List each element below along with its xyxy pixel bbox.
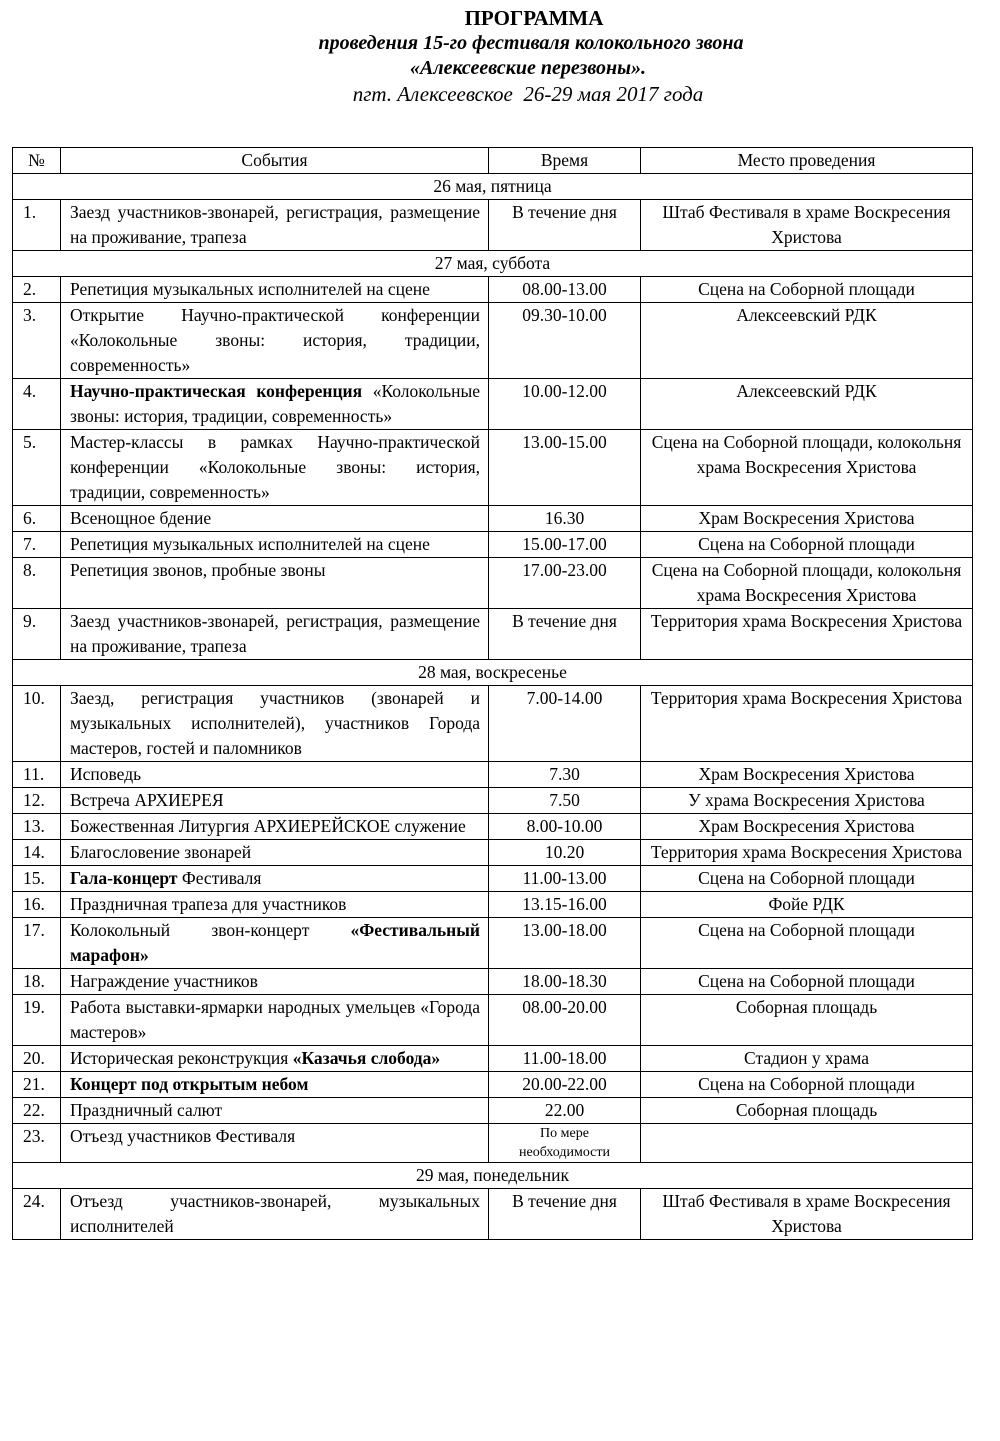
table-row (13, 1124, 973, 1163)
row-event (61, 788, 489, 814)
document-title: ПРОГРАММА (464, 6, 604, 30)
row-place: Стадион у храма (641, 1046, 973, 1072)
event-text: Отъезд участников Фестиваля (70, 1126, 296, 1146)
row-time: 10.00-12.00 (489, 379, 641, 430)
row-time: 7.00-14.00 (489, 686, 641, 762)
row-number: 24. (13, 1189, 61, 1240)
event-text: Мастер-классы в рамках Научно-практической конференции «Колокольные звоны: история, традиции, современность» (70, 432, 480, 502)
event-text: Историческая реконструкция (70, 1048, 293, 1068)
event-text: «Колокольные звоны: история, традиции, современность» (70, 381, 480, 426)
day-header-row (13, 1163, 973, 1189)
event-text: Открытие Научно-практической конференции «Колокольные звоны: история, традиции, современность» (70, 305, 480, 375)
row-time: 22.00 (489, 1098, 641, 1124)
row-event (61, 840, 489, 866)
row-event (61, 892, 489, 918)
row-place: Соборная площадь (641, 995, 973, 1046)
event-text: Встреча АРХИЕРЕЯ (70, 790, 224, 810)
row-number: 7. (13, 532, 61, 558)
row-event (61, 1098, 489, 1124)
row-number: 4. (13, 379, 61, 430)
event-text: Заезд участников-звонарей, регистрация, размещение на проживание, трапеза (70, 202, 480, 247)
table-row (13, 277, 973, 303)
place-and-date: пгт. Алексеевское 26-29 мая 2017 года (352, 82, 704, 106)
table-row (13, 788, 973, 814)
event-text: Награждение участников (70, 971, 258, 991)
event-bold-prefix: Гала-концерт (70, 868, 178, 888)
row-time: 09.30-10.00 (489, 303, 641, 379)
row-number: 12. (13, 788, 61, 814)
day-header-row (13, 251, 973, 277)
row-time: 11.00-18.00 (489, 1046, 641, 1072)
row-place: Алексеевский РДК (641, 303, 973, 379)
row-event (61, 995, 489, 1046)
event-bold-prefix: Концерт под открытым небом (70, 1074, 309, 1094)
event-text: Заезд участников-звонарей, регистрация, размещение на проживание, трапеза (70, 611, 480, 656)
row-event (61, 969, 489, 995)
column-header-place: Место проведения (641, 148, 973, 174)
row-event (61, 609, 489, 660)
program-table (12, 147, 973, 1240)
row-event (61, 1124, 489, 1163)
day-header-row (13, 660, 973, 686)
row-number: 15. (13, 866, 61, 892)
table-row (13, 558, 973, 609)
table-row (13, 430, 973, 506)
column-header-time: Время (489, 148, 641, 174)
row-time: В течение дня (489, 1189, 641, 1240)
day-header-row (13, 174, 973, 200)
table-row (13, 1098, 973, 1124)
table-body (13, 174, 973, 1240)
row-event (61, 1189, 489, 1240)
row-number: 11. (13, 762, 61, 788)
row-event (61, 814, 489, 840)
column-header-number: № (13, 148, 61, 174)
row-time: 13.15-16.00 (489, 892, 641, 918)
table-row (13, 609, 973, 660)
event-text: Праздничная трапеза для участников (70, 894, 347, 914)
table-row (13, 303, 973, 379)
row-event (61, 277, 489, 303)
event-text: Исповедь (70, 764, 142, 784)
day-label: 27 мая, суббота (13, 251, 973, 277)
row-number: 21. (13, 1072, 61, 1098)
table-header-row (13, 148, 973, 174)
event-bold-suffix: «Казачья слобода» (292, 1048, 441, 1068)
row-place: Территория храма Воскресения Христова (641, 686, 973, 762)
row-event (61, 762, 489, 788)
event-bold-suffix: «Фестивальный марафон» (70, 920, 480, 965)
table-row (13, 1189, 973, 1240)
row-number: 9. (13, 609, 61, 660)
column-header-events: События (61, 148, 489, 174)
event-text: Заезд, регистрация участников (звонарей и музыкальных исполнителей), участников Города мастеров, гостей и паломников (70, 688, 480, 758)
row-number: 19. (13, 995, 61, 1046)
row-time: 18.00-18.30 (489, 969, 641, 995)
table-row (13, 200, 973, 251)
row-number: 5. (13, 430, 61, 506)
event-bold-prefix: Научно-практическая конференция (70, 381, 363, 401)
row-event (61, 532, 489, 558)
row-event (61, 866, 489, 892)
row-number: 23. (13, 1124, 61, 1163)
event-text: Репетиция звонов, пробные звоны (70, 560, 326, 580)
row-time: 15.00-17.00 (489, 532, 641, 558)
row-time: В течение дня (489, 609, 641, 660)
row-place: Сцена на Соборной площади (641, 277, 973, 303)
row-place: Храм Воскресения Христова (641, 762, 973, 788)
row-place: Территория храма Воскресения Христова (641, 840, 973, 866)
table-row (13, 918, 973, 969)
row-time: 7.30 (489, 762, 641, 788)
row-event (61, 1072, 489, 1098)
event-text: Божественная Литургия АРХИЕРЕЙСКОЕ служение (70, 816, 466, 836)
table-row (13, 1072, 973, 1098)
event-text: Благословение звонарей (70, 842, 252, 862)
row-time: В течение дня (489, 200, 641, 251)
table-row (13, 762, 973, 788)
row-time: 11.00-13.00 (489, 866, 641, 892)
event-text: Репетиция музыкальных исполнителей на сцене (70, 534, 430, 554)
row-time: 16.30 (489, 506, 641, 532)
row-time: 13.00-15.00 (489, 430, 641, 506)
document-header (0, 6, 1000, 108)
table-row (13, 995, 973, 1046)
table-row (13, 1046, 973, 1072)
row-number: 17. (13, 918, 61, 969)
event-text: Репетиция музыкальных исполнителей на сцене (70, 279, 430, 299)
row-number: 16. (13, 892, 61, 918)
row-time: По мере необходимости (489, 1124, 641, 1163)
table-row (13, 379, 973, 430)
event-text: Работа выставки-ярмарки народных умельцев «Города мастеров» (70, 997, 480, 1042)
row-place: Фойе РДК (641, 892, 973, 918)
row-time: 13.00-18.00 (489, 918, 641, 969)
row-number: 18. (13, 969, 61, 995)
row-place: У храма Воскресения Христова (641, 788, 973, 814)
event-text: Колокольный звон-концерт (70, 920, 351, 940)
row-event (61, 379, 489, 430)
row-number: 6. (13, 506, 61, 532)
row-number: 22. (13, 1098, 61, 1124)
row-time: 08.00-20.00 (489, 995, 641, 1046)
row-place: Сцена на Соборной площади (641, 532, 973, 558)
row-place: Штаб Фестиваля в храме Воскресения Христова (641, 200, 973, 251)
row-place: Сцена на Соборной площади (641, 969, 973, 995)
row-place: Сцена на Соборной площади, колокольня храма Воскресения Христова (641, 430, 973, 506)
row-time: 08.00-13.00 (489, 277, 641, 303)
event-text: Всенощное бдение (70, 508, 212, 528)
festival-name: «Алексеевские перезвоны». (410, 57, 646, 79)
row-time: 20.00-22.00 (489, 1072, 641, 1098)
row-number: 13. (13, 814, 61, 840)
row-number: 10. (13, 686, 61, 762)
row-time: 7.50 (489, 788, 641, 814)
table-row (13, 814, 973, 840)
row-time: 10.20 (489, 840, 641, 866)
row-place: Храм Воскресения Христова (641, 506, 973, 532)
row-event (61, 686, 489, 762)
row-place: Храм Воскресения Христова (641, 814, 973, 840)
row-time: 8.00-10.00 (489, 814, 641, 840)
row-event (61, 430, 489, 506)
row-place (641, 1124, 973, 1163)
row-event (61, 918, 489, 969)
row-event (61, 200, 489, 251)
row-place: Территория храма Воскресения Христова (641, 609, 973, 660)
row-place: Сцена на Соборной площади (641, 866, 973, 892)
row-number: 8. (13, 558, 61, 609)
row-place: Соборная площадь (641, 1098, 973, 1124)
row-number: 20. (13, 1046, 61, 1072)
day-label: 28 мая, воскресенье (13, 660, 973, 686)
row-number: 2. (13, 277, 61, 303)
row-place: Сцена на Соборной площади, колокольня храма Воскресения Христова (641, 558, 973, 609)
row-event (61, 558, 489, 609)
row-place: Штаб Фестиваля в храме Воскресения Христова (641, 1189, 973, 1240)
table-row (13, 506, 973, 532)
table-row (13, 866, 973, 892)
table-row (13, 532, 973, 558)
day-label: 26 мая, пятница (13, 174, 973, 200)
row-number: 1. (13, 200, 61, 251)
row-event (61, 303, 489, 379)
table-row (13, 686, 973, 762)
row-event (61, 1046, 489, 1072)
row-event (61, 506, 489, 532)
table-row (13, 969, 973, 995)
document-subtitle: проведения 15-го фестиваля колокольного звона (318, 32, 744, 54)
day-label: 29 мая, понедельник (13, 1163, 973, 1189)
row-place: Сцена на Соборной площади (641, 918, 973, 969)
table-row (13, 840, 973, 866)
event-text: Праздничный салют (70, 1100, 223, 1120)
row-place: Сцена на Соборной площади (641, 1072, 973, 1098)
row-number: 14. (13, 840, 61, 866)
row-number: 3. (13, 303, 61, 379)
event-text: Фестиваля (181, 868, 262, 888)
table-row (13, 892, 973, 918)
row-place: Алексеевский РДК (641, 379, 973, 430)
row-time: 17.00-23.00 (489, 558, 641, 609)
event-text: Отъезд участников-звонарей, музыкальных исполнителей (70, 1191, 480, 1236)
